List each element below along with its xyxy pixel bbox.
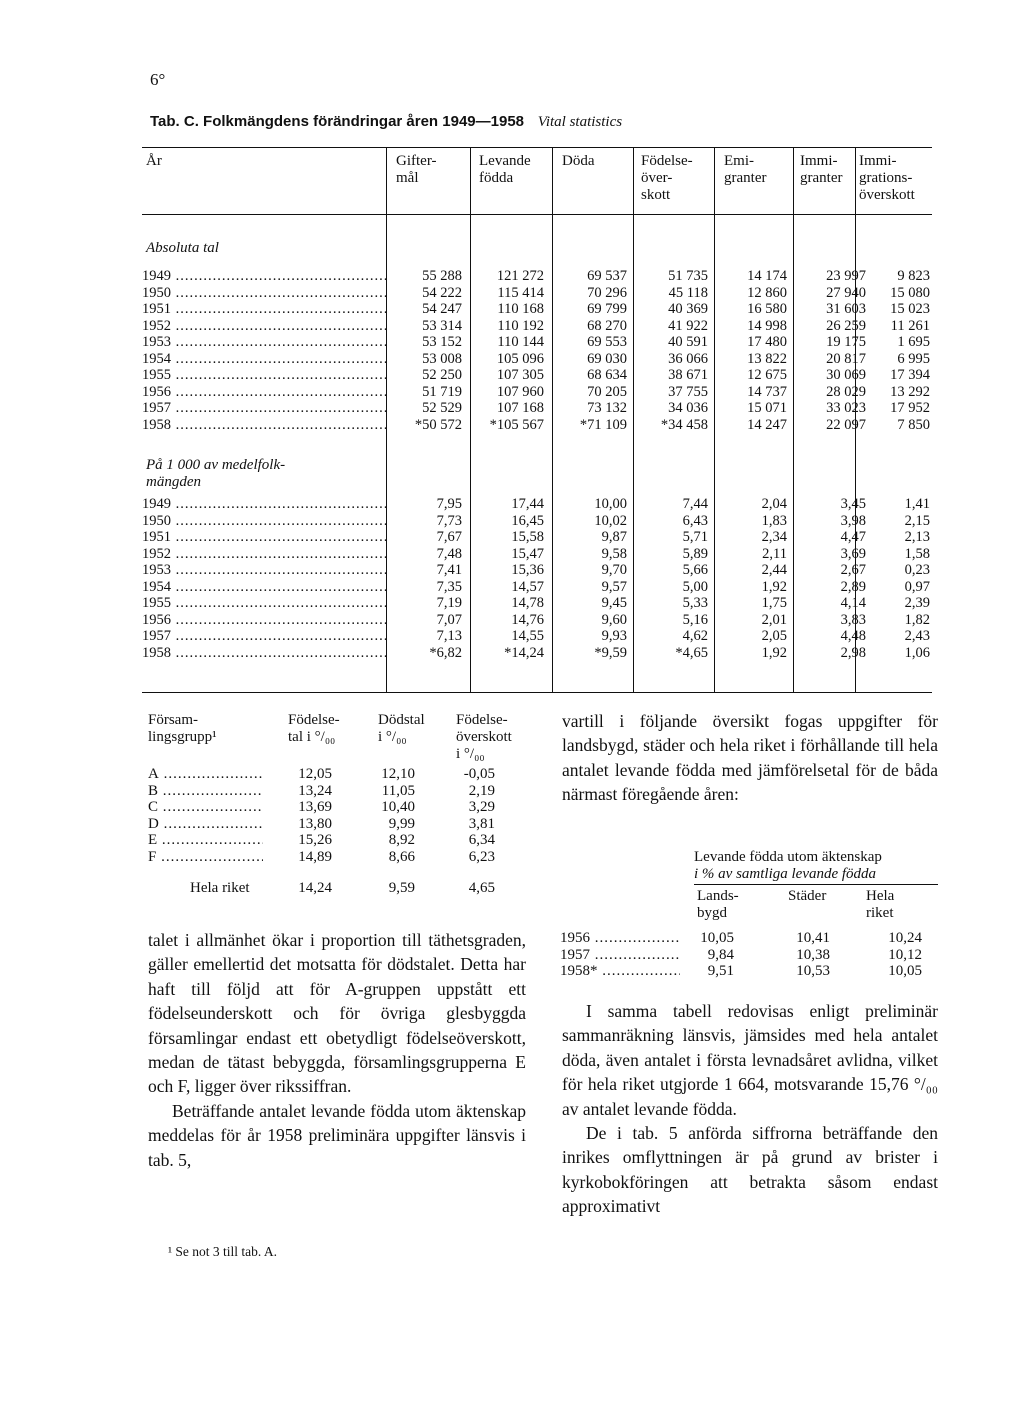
illegitimate-cell-4: 10,24 [888,930,922,946]
cell-col-5: 45 118 [668,284,708,301]
cell-col-6: 14 737 [747,383,787,400]
cell-col-5: 5,33 [682,595,708,611]
right-column-text [562,999,938,1219]
per-thousand-row-1953 [142,562,932,579]
illegitimate-cell-2: 9,84 [707,946,734,963]
parish-cell-3: 8,92 [388,832,415,848]
parish-total-label: Hela riket [190,880,250,896]
illegitimate-caption-1: Levande födda utom äktenskap [694,849,882,865]
right-paragraph-1: vartill i följande översikt fogas uppgifter för landsbygd, städer och hela riket i förhållande till hela antalet levande födda med jämförelsetal för de båda närmast föregående åren: [562,711,938,805]
illegitimate-cell-4: 10,05 [888,963,922,979]
cell-col-2: 54 222 [422,284,462,301]
cell-col-7: 4,48 [840,628,866,644]
cell-col-6: 14 247 [747,416,787,433]
parish-total-cell-2: 14,24 [298,880,332,896]
parish-header-4: Födelse- överskott i °/₀₀ [456,712,512,762]
cell-col-4: 70 205 [587,383,627,400]
cell-col-2: 53 008 [422,350,462,367]
year-label: 1954 ..... [142,351,387,368]
table-title-label: Tab. C. Folkmängdens förändringar åren 1949—1958 [150,113,525,130]
cell-col-4: 9,87 [601,529,627,545]
cell-col-4: 9,70 [601,562,627,578]
cell-col-8: 7 850 [897,416,930,433]
cell-col-8: 17 952 [890,400,930,416]
column-header-3: Levande födda [479,153,531,186]
parish-row-B [148,783,518,800]
cell-col-7: 3,83 [840,611,866,628]
cell-col-5: 41 922 [668,317,708,334]
cell-col-4: 68 270 [587,317,627,334]
cell-col-5: 40 591 [668,334,708,350]
cell-col-5: 40 369 [668,301,708,317]
cell-col-7: 2,67 [840,562,866,578]
parish-cell-4: 3,81 [468,815,495,832]
parish-header-1: Försam- lingsgrupp¹ [148,712,217,745]
section-per-thousand-label: På 1 000 av medelfolk- mängden [146,457,286,490]
cell-col-3: 110 168 [497,301,544,317]
cell-col-7: 27 940 [826,284,866,301]
right-paragraph-2: I samma tabell redovisas enligt preliminär sammanräkning länsvis, jämsides med hela antalet döda, även antalet i första levnadsåret avlidna, vilket för hela riket utgjorde 1 664, motsvarande 15,76 °/₀₀ av antalet levande födda. [562,1001,938,1119]
cell-col-3: 105 096 [496,350,544,367]
cell-col-6: 14 998 [747,317,787,334]
cell-col-7: 3,69 [840,545,866,562]
cell-col-2: 7,73 [436,512,462,529]
cell-col-8: 9 823 [897,268,930,284]
cell-col-2: 7,19 [436,595,462,611]
cell-col-8: 11 261 [890,317,930,334]
cell-col-5: 4,62 [682,628,708,644]
parish-cell-3: 9,99 [388,815,415,832]
cell-col-7: 26 259 [826,317,866,334]
cell-col-4: 9,45 [601,595,627,611]
parish-row-D [148,816,518,833]
cell-col-8: 2,43 [904,628,930,644]
cell-col-6: 17 480 [747,334,787,350]
absolute-row-1949 [142,268,932,285]
table-bottom-rule [142,692,932,693]
cell-col-6: 15 071 [747,400,787,416]
absolute-row-1956 [142,384,932,401]
illegitimate-rule [694,884,938,885]
cell-col-3: 107 168 [496,400,544,416]
year-label: 1949 ..... [142,496,387,513]
cell-col-5: 7,44 [682,496,708,512]
per-thousand-row-1951 [142,529,932,546]
cell-col-4: 69 030 [587,350,627,367]
parish-row-E [148,832,518,849]
cell-col-6: 16 580 [747,301,787,317]
cell-col-2: 7,35 [436,578,462,595]
illegitimate-row-1957 [560,947,932,964]
cell-col-4: *9,59 [594,644,627,661]
cell-col-2: 7,48 [436,545,462,562]
parish-group-label: F ..... [148,849,263,866]
cell-col-2: 52 250 [422,367,462,383]
cell-col-6: 1,83 [761,512,787,529]
year-label: 1955 ..... [142,595,387,612]
parish-cell-3: 8,66 [388,848,415,865]
cell-col-7: 4,14 [840,595,866,611]
cell-col-5: 5,00 [682,578,708,595]
parish-cell-3: 12,10 [381,766,415,782]
cell-col-6: 2,44 [761,562,787,578]
year-label: 1954 ..... [142,579,387,596]
cell-col-6: 14 174 [747,268,787,284]
footnote: ¹ Se not 3 till tab. A. [168,1244,278,1259]
year-label: 1957 ..... [142,400,387,417]
column-header-7: Immi- granter [800,153,843,186]
cell-col-8: 1,82 [904,611,930,628]
absolute-row-1953 [142,334,932,351]
cell-col-2: 7,13 [436,628,462,644]
cell-col-5: 5,16 [682,611,708,628]
parish-cell-4: -0,05 [463,766,495,782]
left-paragraph-2: Beträffande antalet levande födda utom äktenskap meddelas för år 1958 preliminära uppgifter länsvis i tab. 5, [148,1100,526,1170]
year-label: 1958 ..... [142,417,387,434]
table-top-rule [142,147,932,148]
cell-col-8: 1,58 [904,545,930,562]
cell-col-2: 7,95 [436,496,462,512]
parish-group-label: A ..... [148,766,263,783]
cell-col-4: 9,93 [601,628,627,644]
cell-col-4: 9,58 [601,545,627,562]
cell-col-4: 70 296 [587,284,627,301]
cell-col-8: 13 292 [890,383,930,400]
cell-col-6: 2,01 [761,611,787,628]
illegitimate-header-2: Städer [788,888,827,904]
parish-cell-2: 14,89 [298,848,332,865]
per-thousand-row-1957 [142,628,932,645]
illegitimate-header-3: Hela riket [866,888,895,921]
cell-col-6: 2,04 [761,496,787,512]
per-thousand-row-1949 [142,496,932,513]
cell-col-2: 51 719 [422,383,462,400]
cell-col-4: 10,00 [594,496,627,512]
cell-col-6: 1,75 [761,595,787,611]
column-header-6: Emi- granter [724,153,767,186]
cell-col-2: 55 288 [422,268,462,284]
cell-col-3: 121 272 [496,268,544,284]
cell-col-3: 14,57 [511,578,544,595]
cell-col-5: *34 458 [660,416,708,433]
per-thousand-row-1955 [142,595,932,612]
column-header-5: Födelse- över- skott [641,153,693,203]
year-label: 1951 ..... [142,529,387,546]
absolute-row-1957 [142,400,932,417]
cell-col-4: 69 553 [587,334,627,350]
cell-col-4: 69 537 [587,268,627,284]
cell-col-2: 53 314 [422,317,462,334]
cell-col-6: 12 675 [747,367,787,383]
parish-cell-2: 13,24 [298,782,332,799]
per-thousand-row-1954 [142,579,932,596]
cell-col-6: 2,05 [761,628,787,644]
left-column-text [148,928,526,1172]
year-label: 1951 ..... [142,301,387,318]
cell-col-7: 30 069 [826,367,866,383]
year-label: 1953 ..... [142,334,387,351]
parish-cell-2: 15,26 [298,832,332,848]
cell-col-3: 16,45 [511,512,544,529]
cell-col-6: 13 822 [747,350,787,367]
parish-cell-3: 10,40 [381,799,415,815]
year-label: 1958 ..... [142,645,387,662]
illegitimate-cell-3: 10,41 [796,930,830,946]
cell-col-8: 15 080 [890,284,930,301]
cell-col-8: 2,13 [904,529,930,545]
cell-col-3: 110 144 [497,334,544,350]
cell-col-2: *6,82 [429,644,462,661]
cell-col-8: 1 695 [897,334,930,350]
cell-col-7: 31 603 [826,301,866,317]
illegitimate-caption-2: i % av samtliga levande födda [694,866,877,882]
parish-row-A [148,766,518,783]
absolute-row-1955 [142,367,932,384]
cell-col-7: 22 097 [826,416,866,433]
parish-group-label: D ..... [148,816,263,833]
cell-col-6: 1,92 [761,578,787,595]
parish-cell-4: 6,23 [468,848,495,865]
cell-col-4: 10,02 [594,512,627,529]
parish-cell-4: 2,19 [468,782,495,799]
cell-col-3: 110 192 [497,317,544,334]
parish-group-label: B ..... [148,783,263,800]
year-label: 1955 ..... [142,367,387,384]
parish-group-label: C ..... [148,799,263,816]
cell-col-4: 9,60 [601,611,627,628]
year-label: 1952 ..... [142,546,387,563]
cell-col-4: *71 109 [579,416,627,433]
illegitimate-row-1956 [560,930,932,947]
table-header-rule [142,214,932,215]
cell-col-3: 15,47 [511,545,544,562]
cell-col-2: 7,67 [436,529,462,545]
year-label: 1956 ..... [142,612,387,629]
cell-col-6: 12 860 [747,284,787,301]
cell-col-8: 17 394 [890,367,930,383]
cell-col-4: 73 132 [587,400,627,416]
parish-cell-3: 11,05 [381,782,415,799]
year-label: 1949 ..... [142,268,387,285]
cell-col-5: *4,65 [675,644,708,661]
table-title [150,113,622,131]
cell-col-5: 37 755 [668,383,708,400]
year-label: 1950 ..... [142,285,387,302]
column-header-8: Immi- grations- överskott [859,153,915,203]
column-header-2: Gifter- mål [396,153,437,186]
illegitimate-year-label: 1956 ..... [560,930,680,947]
cell-col-4: 69 799 [587,301,627,317]
parish-total-cell-4: 4,65 [468,880,495,896]
cell-col-5: 6,43 [682,512,708,529]
column-rule-7 [855,147,856,215]
cell-col-2: 7,07 [436,611,462,628]
cell-col-8: 1,41 [904,496,930,512]
illegitimate-row-1958 [560,963,932,980]
illegitimate-cell-3: 10,53 [796,963,830,979]
cell-col-2: 52 529 [422,400,462,416]
year-label: 1952 ..... [142,318,387,335]
parish-row-F [148,849,518,866]
absolute-row-1952 [142,318,932,335]
cell-col-3: 14,76 [511,611,544,628]
cell-col-7: 3,98 [840,512,866,529]
cell-col-3: 15,36 [511,562,544,578]
parish-cell-4: 3,29 [468,799,495,815]
absolute-row-1958 [142,417,932,434]
absolute-row-1950 [142,285,932,302]
cell-col-8: 0,97 [904,578,930,595]
parish-cell-2: 12,05 [298,766,332,782]
cell-col-8: 0,23 [904,562,930,578]
per-thousand-row-1952 [142,546,932,563]
cell-col-5: 5,89 [682,545,708,562]
cell-col-6: 2,11 [762,545,787,562]
column-header-1: År [146,153,162,169]
illegitimate-header-1: Lands- bygd [697,888,739,921]
cell-col-8: 6 995 [897,350,930,367]
section-absolute-label: Absoluta tal [146,240,219,256]
cell-col-3: 14,55 [511,628,544,644]
cell-col-3: 107 960 [496,383,544,400]
parish-cell-4: 6,34 [468,832,495,848]
cell-col-2: 54 247 [422,301,462,317]
illegitimate-cell-2: 9,51 [707,963,734,979]
absolute-row-1954 [142,351,932,368]
year-label: 1956 ..... [142,384,387,401]
cell-col-4: 68 634 [587,367,627,383]
cell-col-7: 33 023 [826,400,866,416]
cell-col-7: 23 997 [826,268,866,284]
illegitimate-cell-2: 10,05 [700,930,734,946]
parish-total-cell-3: 9,59 [388,880,415,896]
parish-row-C [148,799,518,816]
cell-col-8: 15 023 [890,301,930,317]
cell-col-5: 5,71 [682,529,708,545]
parish-cell-2: 13,69 [298,799,332,815]
cell-col-3: 14,78 [511,595,544,611]
cell-col-5: 51 735 [668,268,708,284]
illegitimate-year-label: 1958* ..... [560,963,680,980]
cell-col-7: 28 029 [826,383,866,400]
cell-col-3: *14,24 [504,644,544,661]
page-number: 6° [150,70,166,89]
cell-col-8: 2,39 [904,595,930,611]
year-label: 1957 ..... [142,628,387,645]
cell-col-3: 115 414 [497,284,544,301]
cell-col-5: 36 066 [668,350,708,367]
cell-col-7: 3,45 [840,496,866,512]
cell-col-7: 2,98 [840,644,866,661]
cell-col-2: *50 572 [414,416,462,433]
parish-group-label: E ..... [148,832,263,849]
absolute-row-1951 [142,301,932,318]
parish-header-2: Födelse- tal i °/₀₀ [288,712,340,745]
illegitimate-year-label: 1957 ..... [560,947,680,964]
per-thousand-row-1958 [142,645,932,662]
table-subtitle: Vital statistics [537,114,623,130]
cell-col-7: 20 817 [826,350,866,367]
cell-col-7: 19 175 [826,334,866,350]
parish-header-3: Dödstal i °/₀₀ [378,712,425,745]
cell-col-5: 38 671 [668,367,708,383]
cell-col-4: 9,57 [601,578,627,595]
illegitimate-cell-3: 10,38 [796,946,830,963]
left-paragraph-1: talet i allmänhet ökar i proportion till täthetsgraden, gäller emellertid det motsatta för dödstalet. Detta har haft till följd att för A-gruppen uppstått ett födelseunderskott och för övriga glesbyggda församlingar endast ett obetydligt födelseöverskott, medan de tätast bebyggda, församlingsgrupperna E och F, ligger över rikssiffran. [148,930,526,1097]
per-thousand-row-1956 [142,612,932,629]
cell-col-3: *105 567 [489,416,544,433]
column-header-4: Döda [562,153,595,169]
illegitimate-cell-4: 10,12 [888,946,922,963]
cell-col-3: 17,44 [511,496,544,512]
year-label: 1950 ..... [142,513,387,530]
cell-col-8: 1,06 [904,644,930,661]
cell-col-6: 2,34 [761,529,787,545]
cell-col-8: 2,15 [904,512,930,529]
cell-col-3: 107 305 [496,367,544,383]
cell-col-7: 4,47 [840,529,866,545]
cell-col-3: 15,58 [511,529,544,545]
cell-col-7: 2,89 [840,578,866,595]
per-thousand-row-1950 [142,513,932,530]
cell-col-5: 34 036 [668,400,708,416]
cell-col-2: 7,41 [436,562,462,578]
right-paragraph-3: De i tab. 5 anförda siffrorna beträffande den inrikes omflyttningen är på grund av brister i kyrkobokföringen att betrakta såsom endast approximativt [562,1123,938,1217]
year-label: 1953 ..... [142,562,387,579]
cell-col-6: 1,92 [761,644,787,661]
parish-cell-2: 13,80 [298,815,332,832]
cell-col-2: 53 152 [422,334,462,350]
cell-col-5: 5,66 [682,562,708,578]
